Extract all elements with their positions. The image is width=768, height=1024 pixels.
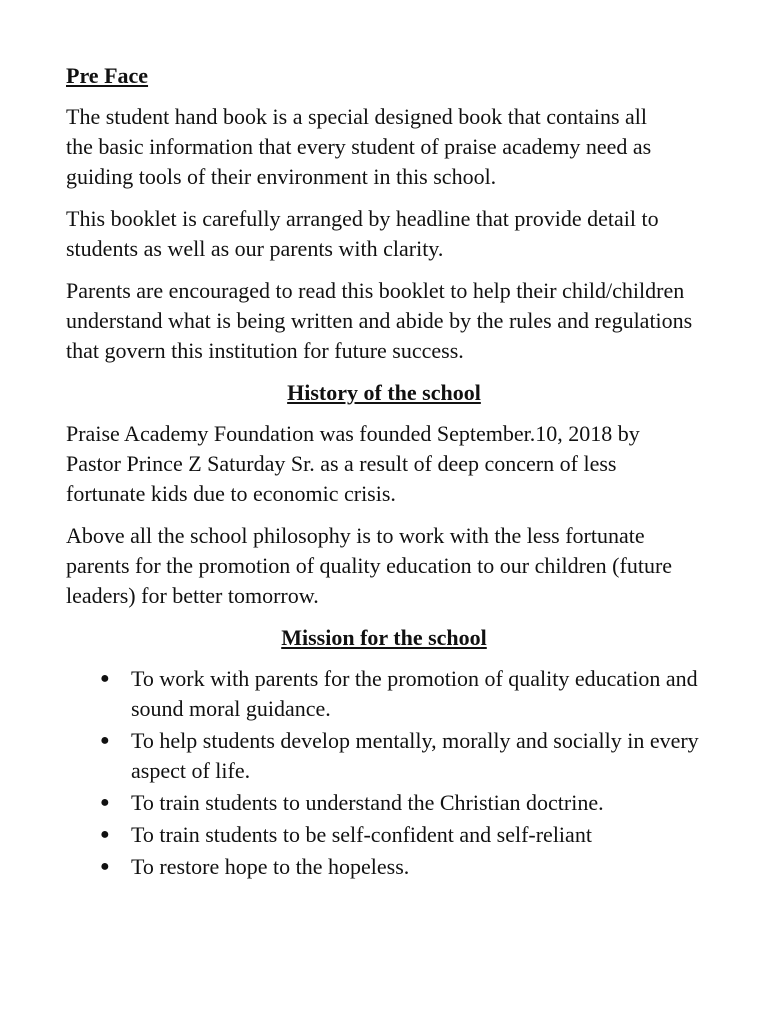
mission-list xyxy=(66,664,716,882)
preface-paragraph-1: The student hand book is a special designed book that contains all the basic information that every student of praise academy need as guiding tools of their environment in this school. xyxy=(66,104,652,189)
history-heading: History of the school xyxy=(287,380,481,405)
list-item xyxy=(66,788,716,818)
mission-heading: Mission for the school xyxy=(281,625,487,650)
mission-item-text: To train students to understand the Christian doctrine. xyxy=(131,790,604,815)
list-item xyxy=(66,820,716,850)
document-body xyxy=(66,61,716,884)
mission-item-text: To work with parents for the promotion of quality education and sound moral guidance. xyxy=(131,666,698,721)
history-paragraph-2: Above all the school philosophy is to work with the less fortunate parents for the promotion of quality education to our children (future leaders) for better tomorrow. xyxy=(66,523,673,608)
bullet-icon: ● xyxy=(100,858,110,875)
mission-item-text: To train students to be self-confident and self-reliant xyxy=(131,822,592,847)
bullet-icon: ● xyxy=(100,794,110,811)
bullet-icon: ● xyxy=(100,826,110,843)
preface-paragraph-2: This booklet is carefully arranged by headline that provide detail to students as well as our parents with clarity. xyxy=(66,206,659,261)
mission-item-text: To help students develop mentally, morally and socially in every aspect of life. xyxy=(131,728,699,783)
mission-item-text: To restore hope to the hopeless. xyxy=(131,854,410,879)
list-item xyxy=(66,664,716,724)
bullet-icon: ● xyxy=(100,670,110,687)
bullet-icon: ● xyxy=(100,732,110,749)
history-paragraph-1: Praise Academy Foundation was founded September.10, 2018 by Pastor Prince Z Saturday Sr. as a result of deep concern of less fortunate kids due to economic crisis. xyxy=(66,421,640,506)
preface-heading: Pre Face xyxy=(66,63,149,88)
list-item xyxy=(66,726,716,786)
list-item xyxy=(66,852,716,882)
preface-paragraph-3: Parents are encouraged to read this booklet to help their child/children understand what is being written and abide by the rules and regulations that govern this institution for future success. xyxy=(66,278,693,363)
